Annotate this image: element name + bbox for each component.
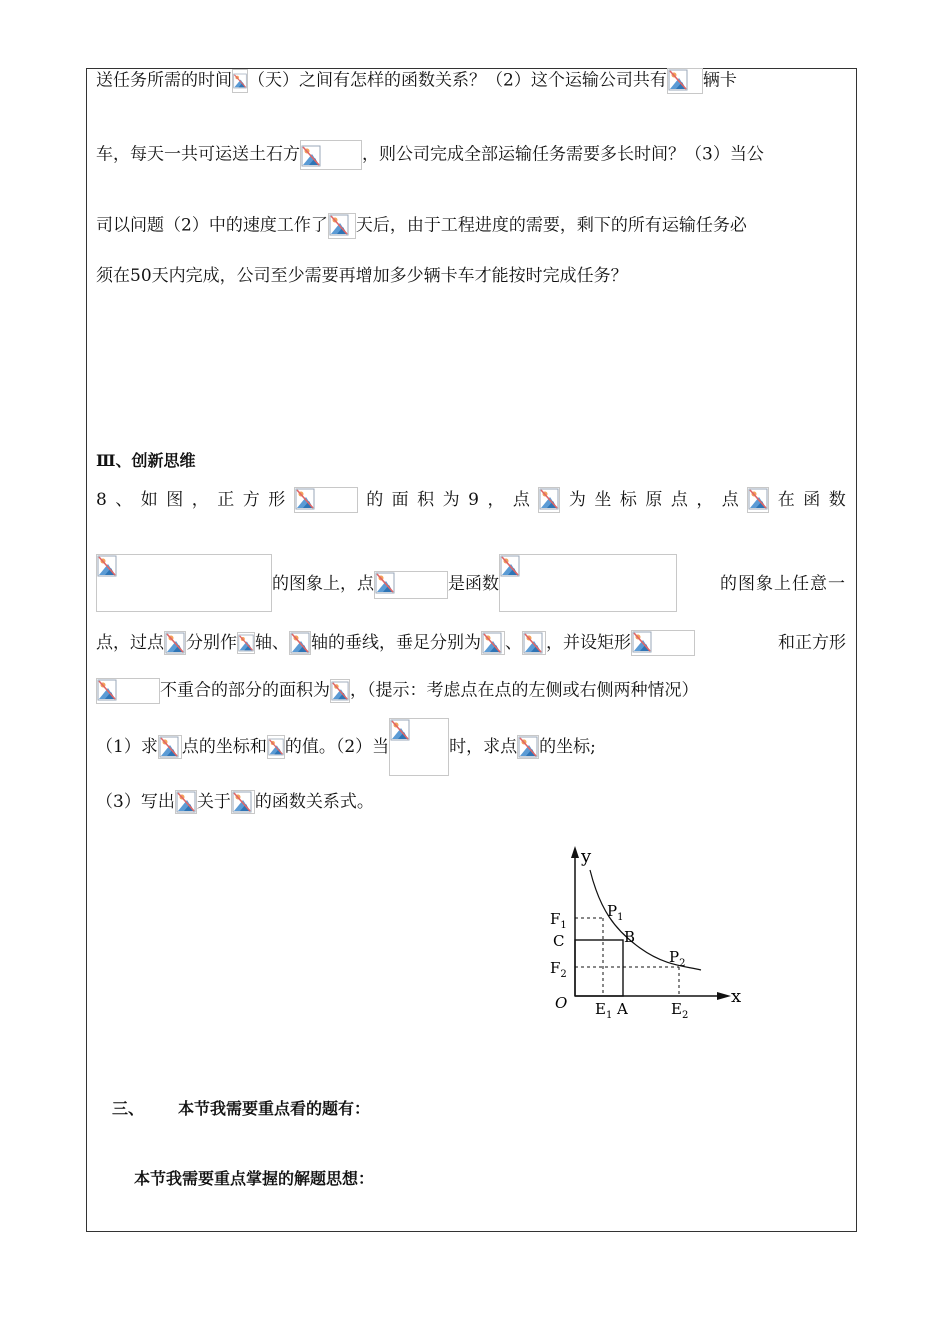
- p8-line-4: 不重合的部分的面积为 ，（提示：考虑点在点的左侧或右侧两种情况）: [96, 678, 699, 704]
- formula-image: [289, 631, 311, 655]
- formula-image: [96, 678, 160, 704]
- formula-image: [158, 735, 182, 759]
- formula-image: [538, 487, 560, 513]
- formula-image: [328, 213, 356, 239]
- formula-image: [267, 735, 285, 759]
- B-label: B: [624, 928, 636, 946]
- square-OABC: [575, 940, 623, 996]
- formula-image: [330, 679, 350, 703]
- formula-image: [231, 790, 255, 814]
- formula-image: [164, 631, 186, 655]
- F2-label: $F_2$: [550, 959, 567, 980]
- x-label: x: [731, 986, 742, 1007]
- p8-line-1: 8 、 如 图 ， 正 方 形 的 面 积 为 9 ， 点 为 坐 标 原 点 ， 点 在 函 数: [96, 487, 846, 513]
- summary-heading: 三、 本节我需要重点看的题有：: [112, 1099, 371, 1118]
- p7-line-3: 司以问题（2）中的速度工作了 天后，由于工程进度的需要，剩下的所有运输任务必: [96, 213, 747, 239]
- y-label: y: [581, 846, 592, 867]
- formula-image: [96, 554, 272, 612]
- formula-image: [175, 790, 197, 814]
- function-graph-figure: [545, 840, 755, 1020]
- P2-label: $P_2$: [669, 948, 686, 969]
- formula-image: [389, 718, 449, 776]
- P1-label: $P_1$: [607, 902, 624, 923]
- formula-image: [300, 140, 362, 170]
- y-axis-arrow: [571, 846, 579, 858]
- formula-image: [294, 487, 358, 513]
- formula-image: [631, 630, 695, 656]
- p7-line-4: 须在50天内完成，公司至少需要再增加多少辆卡车才能按时完成任务？: [96, 266, 628, 286]
- formula-image: [374, 571, 448, 599]
- hyperbola-curve: [590, 870, 701, 970]
- summary-thoughts: 本节我需要重点掌握的解题思想：: [134, 1169, 375, 1188]
- x-axis-arrow: [717, 992, 731, 1000]
- p7-line-1: 送任务所需的时间 （天）之间有怎样的函数关系？（2）这个运输公司共有 辆卡: [96, 68, 737, 94]
- F1-label: $F_1$: [550, 910, 567, 931]
- formula-image: [667, 68, 703, 94]
- A-label: A: [617, 1000, 628, 1018]
- formula-image: [499, 554, 677, 612]
- E2-label: $E_2$: [671, 1000, 689, 1020]
- p7-line-2: 车，每天一共可运送土石方 ，则公司完成全部运输任务需要多长时间？（3）当公: [96, 140, 764, 170]
- section-heading: Ⅲ、创新思维: [96, 451, 196, 470]
- formula-image: [747, 487, 769, 513]
- E1-label: $E_1$: [595, 1000, 613, 1020]
- formula-image: [517, 735, 539, 759]
- formula-image: [522, 631, 546, 655]
- p8-line-5: （1）求 点的坐标和 的值。（2）当 时，求点 的坐标;: [96, 718, 596, 776]
- p8-line-3: 点，过点 分别作 轴、 轴的垂线，垂足分别为 、 ，并设矩形 和正方形: [96, 630, 846, 656]
- origin-label: O: [555, 994, 568, 1012]
- p8-line-6: （3）写出 关于 的函数关系式。: [96, 792, 374, 812]
- formula-image: [232, 69, 248, 93]
- formula-image: [481, 631, 505, 655]
- C-label: C: [553, 932, 565, 950]
- p8-line-2: 的图象上，点 是函数 的图象上任意一: [96, 552, 846, 612]
- formula-image: [237, 632, 255, 654]
